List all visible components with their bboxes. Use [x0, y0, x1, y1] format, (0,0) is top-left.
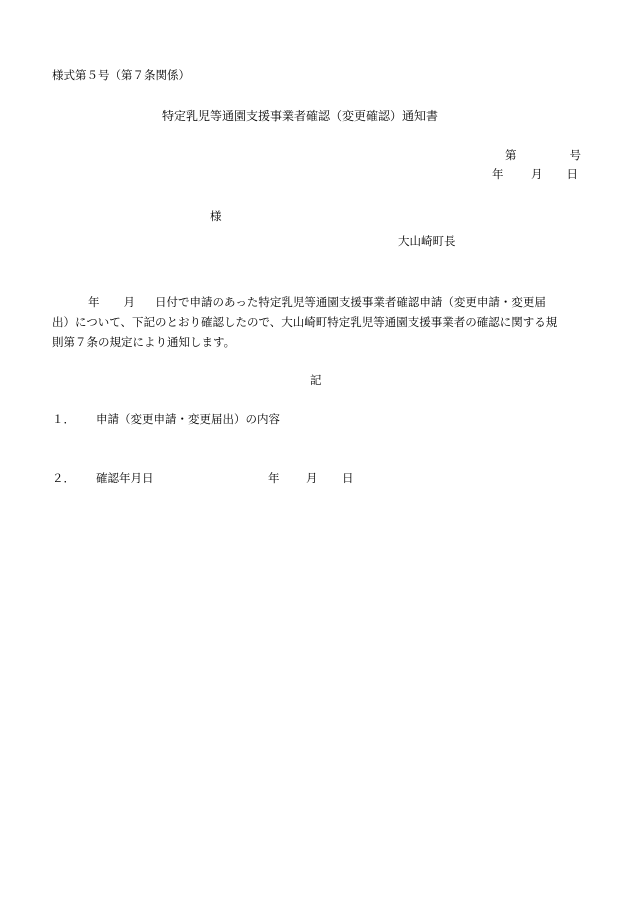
issue-date-day: 日 — [566, 167, 578, 181]
issue-date-year: 年 — [492, 167, 504, 181]
body-month: 月 — [123, 295, 135, 309]
body-line-3: 則第７条の規定により通知します。 — [52, 335, 236, 349]
item-label: 申請（変更申請・変更届出）の内容 — [96, 412, 280, 426]
item-number: １． — [52, 412, 75, 426]
document-title: 特定乳児等通園支援事業者確認（変更確認）通知書 — [162, 109, 439, 123]
ki-heading: 記 — [310, 373, 322, 387]
addressee-suffix: 様 — [210, 209, 222, 223]
item-label: 確認年月日 — [96, 471, 154, 485]
body-line-1-text: 日付で申請のあった特定乳児等通園支援事業者確認申請（変更申請・変更届 — [155, 295, 546, 309]
sender-name: 大山崎町長 — [398, 234, 456, 248]
confirm-date-day: 日 — [342, 471, 354, 485]
issue-number-suffix: 号 — [569, 148, 581, 162]
confirm-date-month: 月 — [306, 471, 318, 485]
confirm-date-year: 年 — [268, 471, 280, 485]
body-line-1 — [52, 292, 579, 312]
form-number: 様式第５号（第７条関係） — [52, 68, 190, 82]
body-line-2: 出）について、下記のとおり確認したので、大山崎町特定乳児等通園支援事業者の確認に関する規 — [52, 315, 558, 329]
issue-number-prefix: 第 — [505, 148, 517, 162]
body-paragraph — [52, 292, 579, 352]
item-number: ２． — [52, 471, 75, 485]
body-year: 年 — [88, 295, 100, 309]
issue-date-month: 月 — [531, 167, 543, 181]
